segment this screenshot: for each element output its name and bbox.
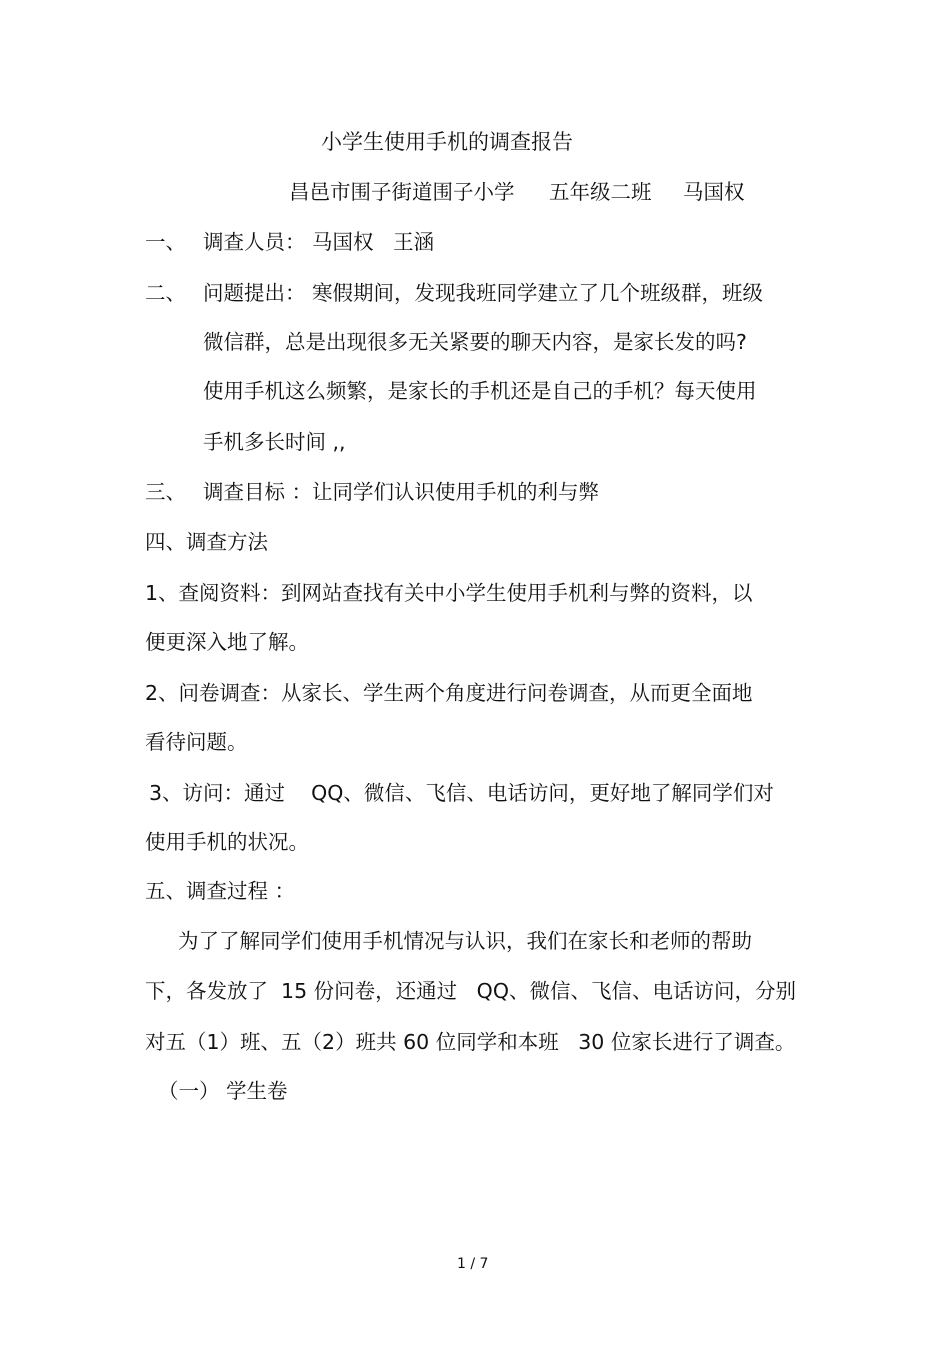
section-2-number: 二、	[145, 281, 186, 305]
method-1-line-2: 便更深入地了解。	[145, 630, 309, 654]
section-5-heading: 五、调查过程 ：	[145, 879, 296, 903]
section-2-line-4: 手机多长时间 ,,	[203, 430, 346, 454]
section-3-number: 三、	[145, 480, 186, 504]
method-1-line-1: 1、查阅资料：到网站查找有关中小学生使用手机利与弊的资料，以	[145, 581, 753, 605]
byline-class: 五年级二班	[549, 180, 652, 204]
page-number: 1 / 7	[457, 1256, 489, 1272]
paragraph-line-2: 下，各发放了 15 份问卷，还通过 QQ、微信、飞信、电话访问，分别	[145, 979, 796, 1003]
section-1-number: 一、	[145, 230, 186, 254]
section-2-line-2: 微信群，总是出现很多无关紧要的聊天内容，是家长发的吗?	[203, 330, 747, 354]
method-2-line-1: 2、问卷调查：从家长、学生两个角度进行问卷调查，从而更全面地	[145, 681, 753, 705]
method-3-line-1: 3、访问：通过 QQ、微信、飞信、电话访问，更好地了解同学们对	[149, 781, 774, 805]
method-2-line-2: 看待问题。	[145, 730, 248, 754]
section-2-line-3: 使用手机这么频繁，是家长的手机还是自己的手机？每天使用	[203, 379, 757, 403]
subsection-heading: （一） 学生卷	[158, 1079, 288, 1103]
section-1-text: 调查人员： 马国权 王涵	[203, 230, 435, 254]
section-3-text: 调查目标 ：让同学们认识使用手机的利与弊	[203, 480, 600, 504]
byline-author: 马国权	[683, 180, 745, 204]
paragraph-line-3: 对五（1）班、五（2）班共 60 位同学和本班 30 位家长进行了调查。	[145, 1030, 796, 1054]
byline-school: 昌邑市围子街道围子小学	[289, 180, 515, 204]
section-4-heading: 四、调查方法	[145, 530, 268, 554]
paragraph-line-1: 为了了解同学们使用手机情况与认识，我们在家长和老师的帮助	[178, 929, 752, 953]
method-3-line-2: 使用手机的状况。	[145, 830, 309, 854]
section-2-line-1: 问题提出： 寒假期间，发现我班同学建立了几个班级群，班级	[203, 281, 764, 305]
document-title: 小学生使用手机的调查报告	[321, 130, 573, 154]
